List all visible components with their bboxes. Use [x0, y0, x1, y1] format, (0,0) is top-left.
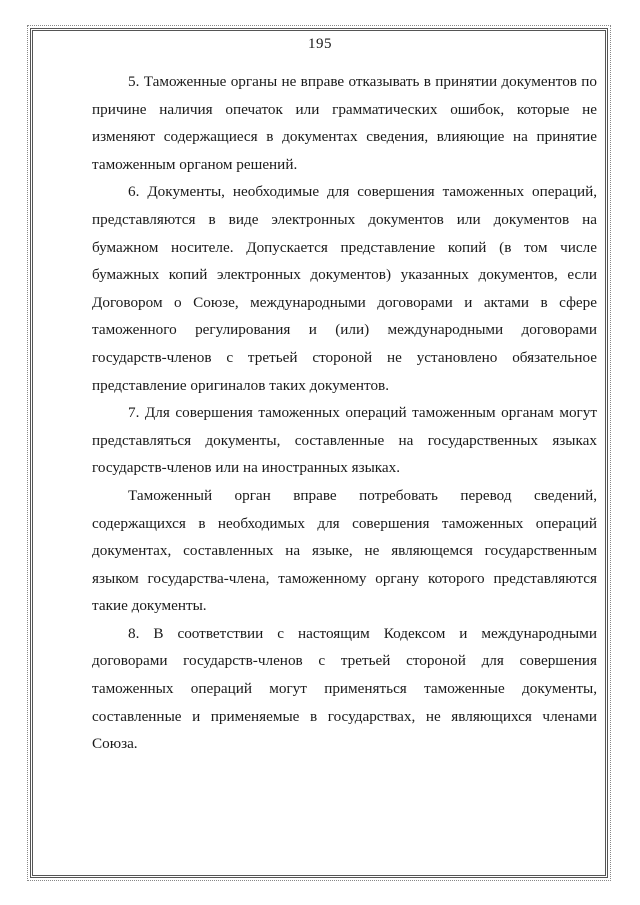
paragraph-item-8: 8. В соответствии с настоящим Кодексом и международными договорами государств-членов с третьей стороной для совершения таможенных операций могут применяться таможенные документы, составленные и применяемые в государствах, не являющихся членами Союза.	[92, 624, 597, 753]
document-body	[92, 68, 597, 758]
paragraph-item-7-continued: Таможенный орган вправе потребовать перевод сведений, содержащихся в необходимых для совершения таможенных операций документах, составленных на языке, не являющемся государственным языком государства-члена, таможенному органу которого представляются такие документы.	[92, 486, 597, 615]
paragraph-item-7: 7. Для совершения таможенных операций таможенным органам могут представляться документы, составленные на государственных языках государств-членов или на иностранных языках.	[92, 404, 597, 477]
paragraph-item-6: 6. Документы, необходимые для совершения таможенных операций, представляются в виде электронных документов или документов на бумажном носителе. Допускается представление копий (в том числе бумажных копий электронных документов) указанных документов, если Договором о Союзе, международными договорами и актами в сфере таможенного регулирования и (или) международными договорами государств-членов с третьей стороной не установлено обязательное представление оригиналов таких документов.	[92, 183, 597, 394]
page-number: 195	[308, 36, 332, 52]
paragraph-item-5: 5. Таможенные органы не вправе отказывать в принятии документов по причине наличия опечаток или грамматических ошибок, которые не изменяют содержащиеся в документах сведения, влияющие на принятие таможенным органом решений.	[92, 73, 597, 173]
